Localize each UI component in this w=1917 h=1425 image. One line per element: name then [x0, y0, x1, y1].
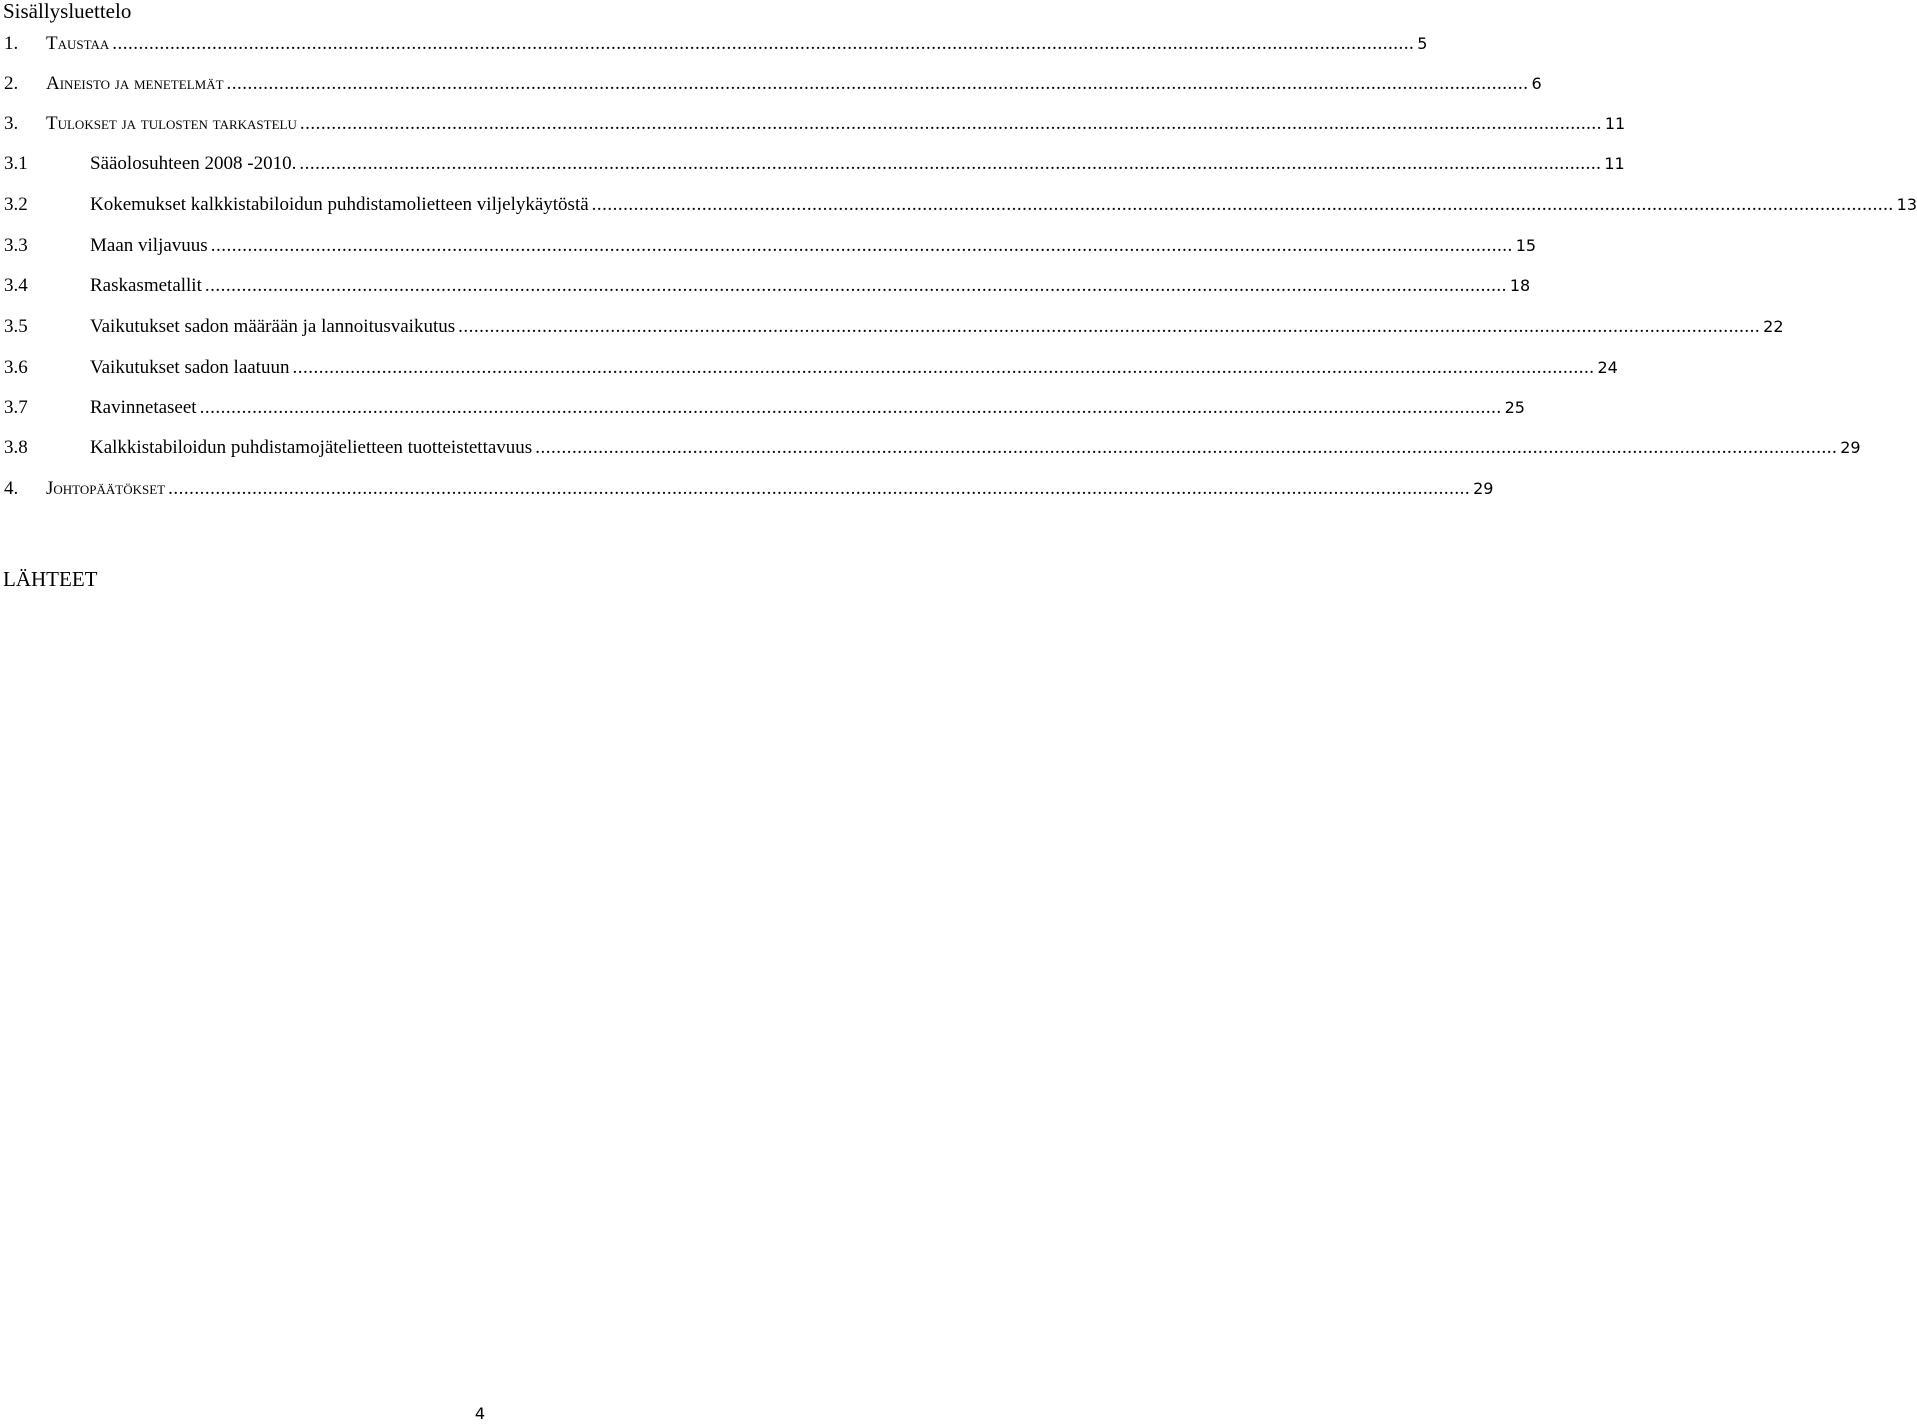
toc-entry-title: Vaikutukset sadon laatuun [90, 357, 290, 378]
toc-entry-number: 3.7 [4, 397, 28, 418]
toc-entry-page: 15 [1515, 236, 1537, 255]
section-heading-references: LÄHTEET [3, 567, 98, 591]
toc-entry[interactable] [4, 432, 1861, 460]
toc-dot-leader: ........................................................................................................................................................................................................................................................ [292, 357, 1595, 378]
toc-entry-title: Tulokset ja tulosten tarkastelu [46, 113, 297, 134]
toc-entry[interactable] [4, 28, 1428, 56]
toc-entry-page: 13 [1896, 195, 1917, 214]
toc-entry[interactable] [4, 311, 1784, 339]
toc-entry-page: 11 [1604, 154, 1625, 173]
page-number: 4 [474, 1404, 486, 1423]
toc-entry-number: 3. [4, 113, 19, 134]
toc-entry-title: Maan viljavuus [90, 235, 208, 256]
toc-entry[interactable] [4, 230, 1537, 258]
toc-entry[interactable] [4, 108, 1626, 136]
toc-entry-page: 29 [1840, 438, 1861, 457]
toc-entry-number: 3.6 [4, 357, 28, 378]
toc-dot-leader: ........................................................................................................................................................................................................................................................ [168, 478, 1471, 499]
toc-dot-leader: ........................................................................................................................................................................................................................................................ [591, 194, 1894, 215]
toc-title: Sisällysluettelo [3, 0, 132, 23]
toc-entry-title: Sääolosuhteen 2008 -2010. [90, 153, 297, 174]
toc-dot-leader: ........................................................................................................................................................................................................................................................ [210, 235, 1513, 256]
toc-entry[interactable] [4, 392, 1525, 420]
toc-entry-number: 3.4 [4, 275, 28, 296]
toc-entry-number: 3.3 [4, 235, 28, 256]
toc-entry-page: 18 [1509, 276, 1531, 295]
toc-entry-page: 22 [1763, 317, 1784, 336]
toc-dot-leader: ........................................................................................................................................................................................................................................................ [299, 153, 1602, 174]
toc-entry-page: 25 [1504, 398, 1525, 417]
toc-entry-page: 5 [1417, 34, 1428, 53]
toc-entry-number: 3.2 [4, 194, 28, 215]
toc-entry-number: 3.8 [4, 437, 28, 458]
toc-entry-number: 4. [4, 478, 19, 499]
toc-entry-number: 1. [4, 33, 19, 54]
toc-dot-leader: ........................................................................................................................................................................................................................................................ [458, 316, 1761, 337]
toc-entry-number: 3.5 [4, 316, 28, 337]
toc-entry[interactable] [4, 189, 1917, 217]
toc-entry-page: 24 [1597, 358, 1618, 377]
toc-entry-title: Johtopäätökset [46, 478, 166, 499]
toc-entry[interactable] [4, 68, 1542, 96]
toc-entry-title: Ravinnetaseet [90, 397, 197, 418]
toc-entry-page: 29 [1473, 479, 1494, 498]
toc-dot-leader: ........................................................................................................................................................................................................................................................ [299, 113, 1602, 134]
toc-entry[interactable] [4, 473, 1494, 501]
toc-entry-title: Raskasmetallit [90, 275, 202, 296]
toc-entry-title: Taustaa [46, 33, 110, 54]
toc-entry-page: 11 [1604, 114, 1626, 133]
toc-dot-leader: ........................................................................................................................................................................................................................................................ [112, 33, 1415, 54]
toc-entry-title: Kokemukset kalkkistabiloidun puhdistamolietteen viljelykäytöstä [90, 194, 589, 215]
toc-entry-number: 3.1 [4, 153, 28, 174]
toc-entry-title: Vaikutukset sadon määrään ja lannoitusvaikutus [90, 316, 456, 337]
toc-dot-leader: ........................................................................................................................................................................................................................................................ [226, 73, 1529, 94]
toc-entry-title: Kalkkistabiloidun puhdistamojätelietteen tuotteistettavuus [90, 437, 533, 458]
toc-entry-page: 6 [1531, 74, 1542, 93]
toc-dot-leader: ........................................................................................................................................................................................................................................................ [199, 397, 1502, 418]
toc-entry-title: Aineisto ja menetelmät [46, 73, 224, 94]
toc-entry[interactable] [4, 148, 1625, 176]
toc-dot-leader: ........................................................................................................................................................................................................................................................ [535, 437, 1838, 458]
toc-entry[interactable] [4, 270, 1531, 298]
toc-entry-number: 2. [4, 73, 19, 94]
toc-dot-leader: ........................................................................................................................................................................................................................................................ [204, 275, 1507, 296]
toc-entry[interactable] [4, 352, 1618, 380]
